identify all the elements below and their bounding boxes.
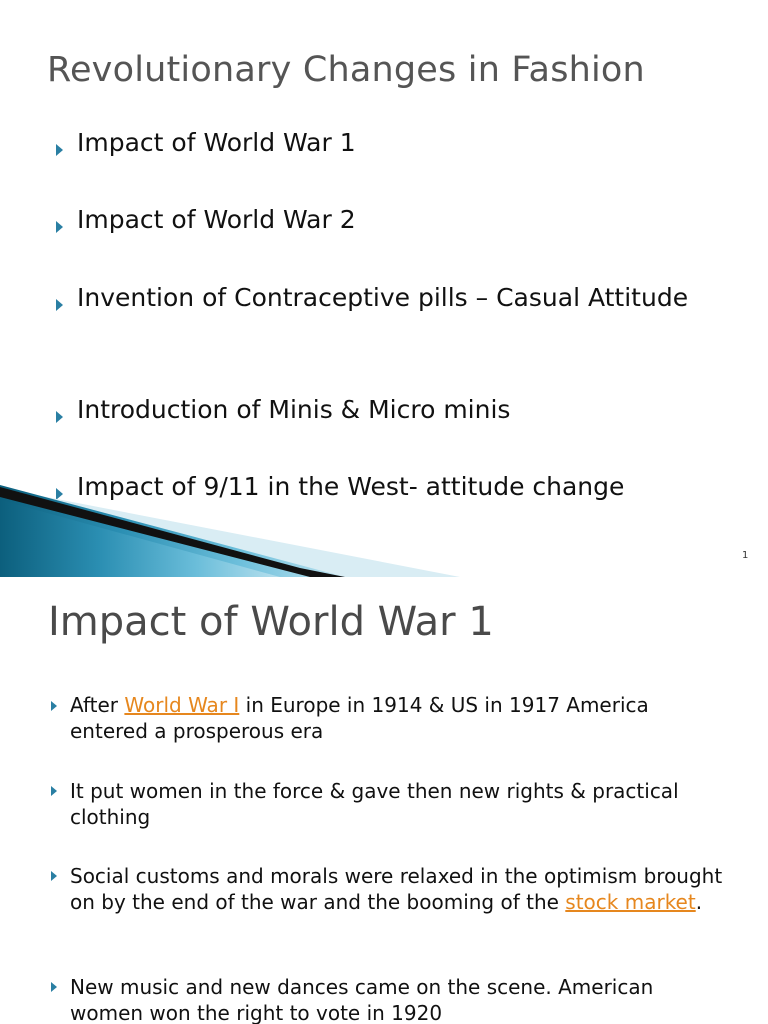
bullet-arrow-icon xyxy=(51,786,57,796)
bullet-item xyxy=(70,863,730,915)
bullet-arrow-icon xyxy=(51,871,57,881)
bullet-text: . xyxy=(695,890,703,914)
world-war-i-link[interactable]: World War I xyxy=(124,693,240,717)
bullet-item: Impact of 9/11 in the West- attitude change xyxy=(77,472,625,501)
bullet-text: After xyxy=(70,693,125,717)
slide-2 xyxy=(0,577,768,1024)
stock-market-link[interactable]: stock market xyxy=(565,890,696,914)
slide-title: Impact of World War 1 xyxy=(48,599,494,645)
bullet-item xyxy=(70,692,730,744)
page-number: 1 xyxy=(742,550,749,561)
bullet-text: Social customs and morals were relaxed in the optimism brought on by the end of the war and the booming of the xyxy=(70,864,723,914)
bullet-arrow-icon xyxy=(51,982,57,992)
bullet-text: in Europe in 1914 & US in 1917 America entered a prosperous era xyxy=(70,693,649,743)
bullet-item: Invention of Contraceptive pills – Casual Attitude xyxy=(77,283,689,312)
bullet-item: It put women in the force & gave then new rights & practical clothing xyxy=(70,779,679,829)
bullet-arrow-icon xyxy=(51,701,57,711)
bullet-item: Impact of World War 2 xyxy=(77,205,356,234)
bullet-item: Introduction of Minis & Micro minis xyxy=(77,395,511,424)
slide-title: Revolutionary Changes in Fashion xyxy=(47,50,645,90)
bullet-item: Impact of World War 1 xyxy=(77,128,356,157)
bullet-item: New music and new dances came on the scene. American women won the right to vote in 1920 xyxy=(70,975,654,1024)
